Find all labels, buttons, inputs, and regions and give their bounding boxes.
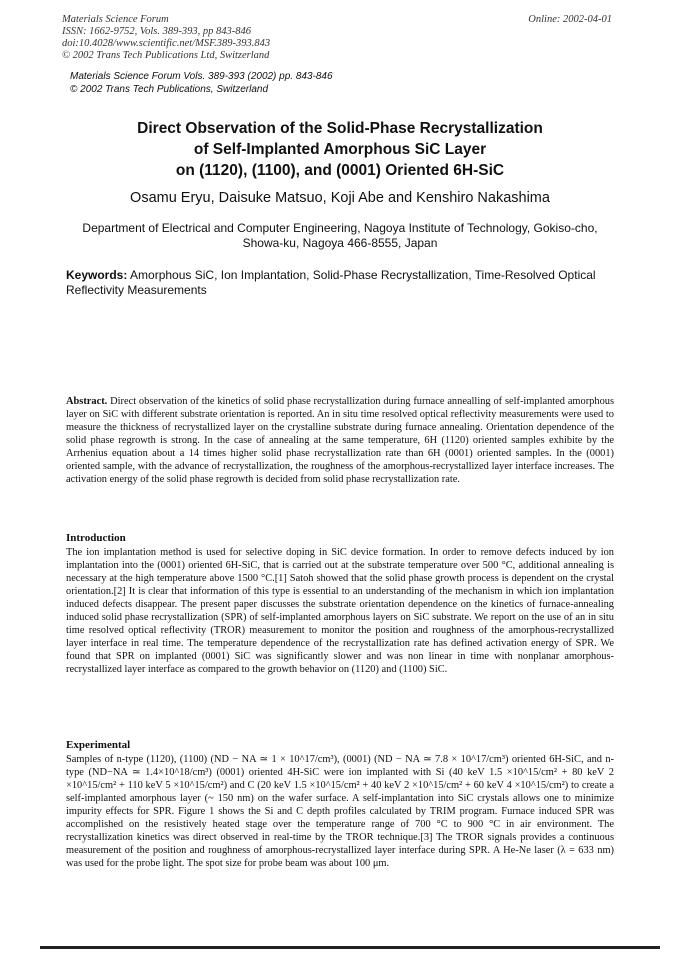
- header-journal: Materials Science Forum: [62, 14, 169, 25]
- abstract: [66, 395, 614, 486]
- introduction-heading: Introduction: [66, 532, 126, 544]
- keywords: [66, 268, 626, 298]
- header-copyright: © 2002 Trans Tech Publications Ltd, Switzerland: [62, 50, 270, 61]
- title-line2: of Self-Implanted Amorphous SiC Layer: [193, 141, 487, 158]
- experimental-heading: Experimental: [66, 739, 131, 751]
- introduction-section: [66, 532, 614, 677]
- introduction-text: The ion implantation method is used for selective doping in SiC device formation. In order to remove defects induced by ion implantation into the (0001) oriented 6H-SiC, that is carried out at the substrate temperature over 500 °C, additional annealing is necessary at the high temperature above 1500 °C.[1] Satoh showed that the solid phase growth process is dependent on the crystal orientation.[2] It is clear that information of this type is essential to an understanding of the mechanism in which ion implantation induced defects disappear. The present paper discusses the substrate orientation dependence on the kinetics of furnace-annealing induced solid phase recrystallization (SPR) of self-implanted amorphous layers on SiC substrate. We report on the use of an in situ time resolved optical reflectivity (TROR) measurement to monitor the position and roughness of the amorphous-recrystallized layer interface in real time. The temperature dependence of the recrystallization rate has defined activation energy of SPR. We found that SPR on implanted (0001) SiC was significantly slower and was non linear in time with nonplanar amorphous-recrystallized layer interface as compared to the growth behavior on (1120) and (1100) SiC.: [66, 547, 614, 676]
- header-doi: doi:10.4028/www.scientific.net/MSF.389-393.843: [62, 38, 271, 49]
- header-online-date: Online: 2002-04-01: [528, 14, 612, 25]
- affiliation-line2: Showa-ku, Nagoya 466-8555, Japan: [242, 236, 438, 250]
- journal-ref-line1: Materials Science Forum Vols. 389-393 (2002) pp. 843-846: [70, 71, 333, 82]
- paper-title: [60, 118, 620, 181]
- header-citation: [62, 14, 270, 62]
- title-line3: on (1120), (1100), and (0001) Oriented 6H-SiC: [175, 162, 505, 179]
- page-bottom-rule: [40, 946, 660, 949]
- title-line1: Direct Observation of the Solid-Phase Recrystallization: [137, 120, 543, 137]
- keywords-text: Amorphous SiC, Ion Implantation, Solid-Phase Recrystallization, Time-Resolved Optical Reflectivity Measurements: [66, 268, 596, 297]
- author-list: Osamu Eryu, Daisuke Matsuo, Koji Abe and Kenshiro Nakashima: [130, 190, 550, 206]
- experimental-text: Samples of n-type (1120), (1100) (ND − NA ≃ 1 × 10^17/cm³), (0001) (ND − NA ≃ 7.8 × 10^17/cm³) oriented 6H-SiC, and n-type (ND−NA ≃ 1.4×10^18/cm³) (0001) oriented 4H-SiC were ion implanted with Si (40 keV 1.5 ×10^15/cm² + 80 keV 2 ×10^15/cm² + 110 keV 5 ×10^15/cm²) and C (20 keV 1.5 ×10^15/cm² + 40 keV 2 ×10^15/cm² + 60 keV 4 ×10^15/cm²) to create a self-implanted amorphous layer (~ 150 nm) on the wafer surface. A self-implantation into SiC crystals allows one to minimize impurity effects for SPR. Figure 1 shows the Si and C depth profiles calculated by TRIM program. Furnace induced SPR was accomplished on the resistively heated stage over the temperature range of 700 °C to 900 °C in air environment. The recrystallization kinetics was direct observed in real-time by the TROR technique.[3] The TROR signals provides a continuous measurement of the position and roughness of amorphous-recrystallized layer interface during SPR. A He-Ne laser (λ = 633 nm) was used for the probe light. The spot size for probe beam was about 100 μm.: [66, 754, 614, 870]
- journal-reference: [70, 70, 333, 96]
- abstract-label: Abstract.: [66, 396, 108, 407]
- header-issn: ISSN: 1662-9752, Vols. 389-393, pp 843-846: [62, 26, 251, 37]
- affiliation: [62, 221, 618, 251]
- keywords-label: Keywords:: [66, 268, 128, 282]
- affiliation-line1: Department of Electrical and Computer Engineering, Nagoya Institute of Technology, Gokiso-cho,: [82, 221, 598, 235]
- experimental-section: [66, 739, 614, 870]
- journal-ref-line2: © 2002 Trans Tech Publications, Switzerland: [70, 84, 269, 95]
- abstract-text: Direct observation of the kinetics of solid phase recrystallization during furnace annealling of self-implanted amorphous layer on SiC with different substrate orientation is reported. An in situ time resolved optical reflectivity measurements were used to measure the thickness of recrystallized layer on the crystalline substrate during furnace annealing. Orientation dependence of the solid phase regrowth is strong. In the case of annealing at the same temperature, 6H (1120) oriented samples exhibite by the Arrhenius equation about a 14 times higher solid phase recrystallization rate than 6H (0001) oriented samples. In the (0001) oriented sample, with the advance of recrystallization, the roughness of the amorphous-recrystallized layer interface increases. The activation energy of the solid phase regrowth is decided from solid phase recrystallization rate.: [66, 396, 614, 486]
